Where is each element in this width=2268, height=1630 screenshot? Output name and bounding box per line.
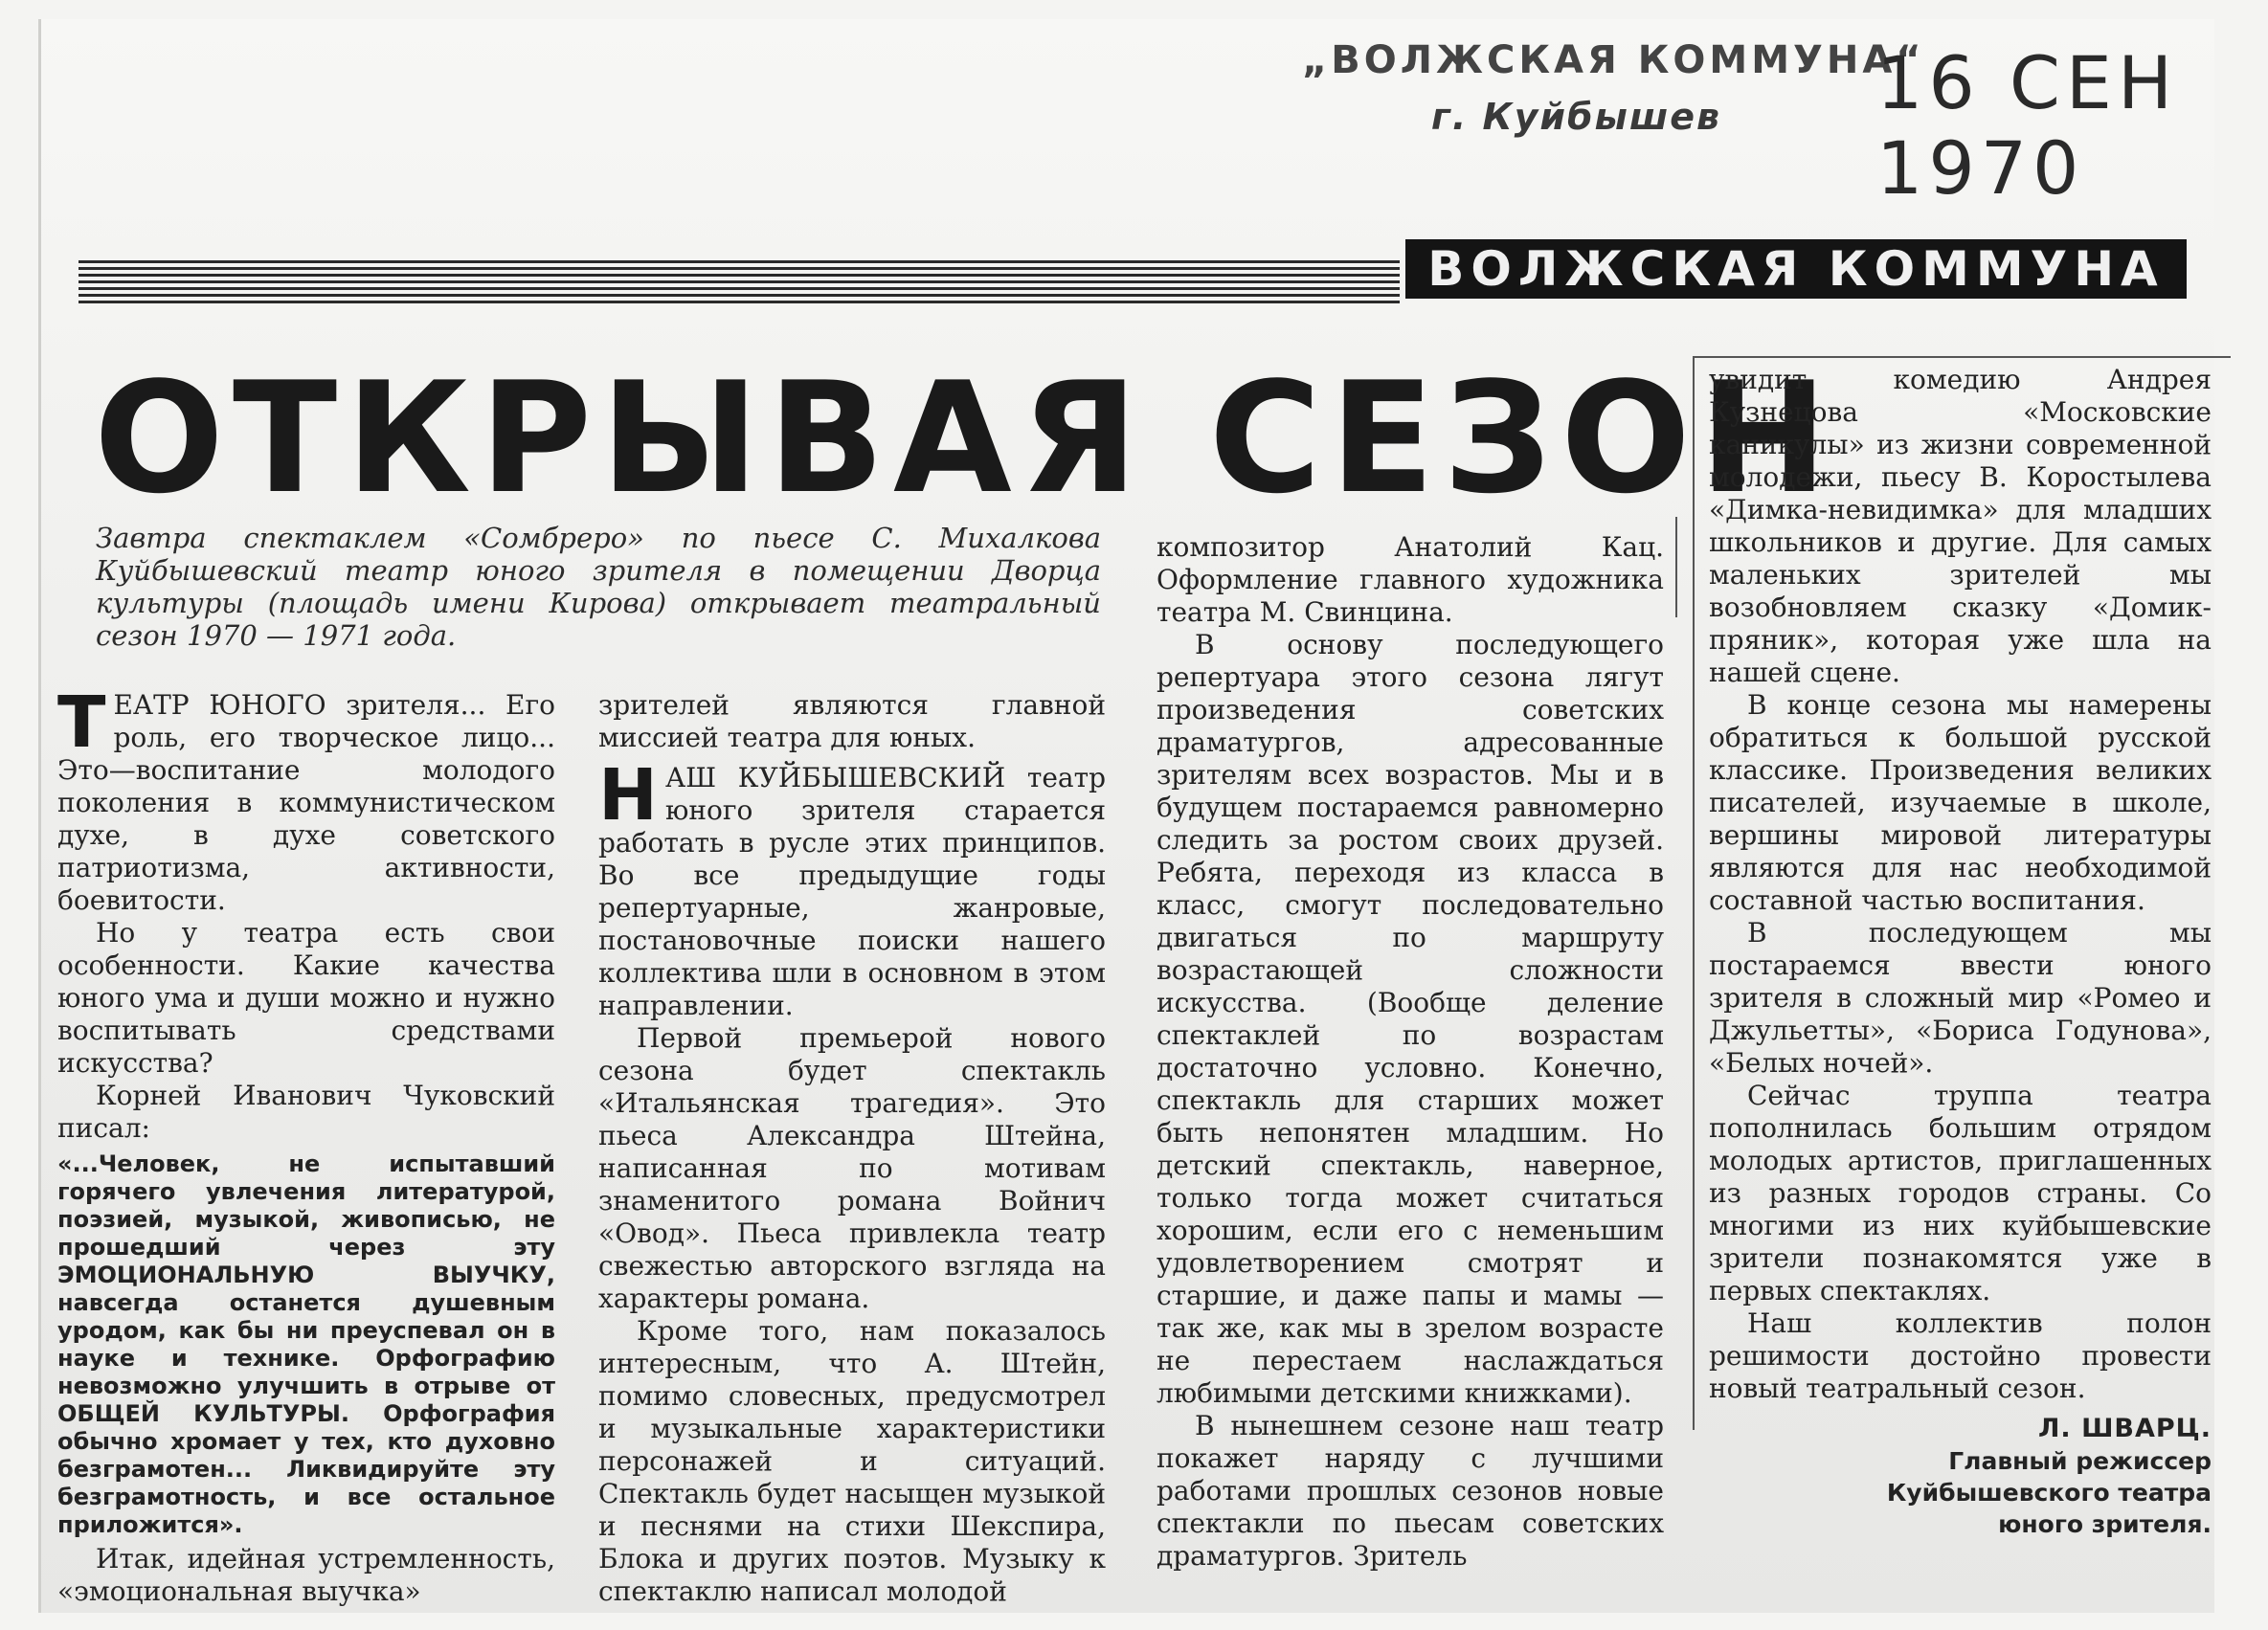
author-role-line-3: юного зрителя. bbox=[1998, 1510, 2212, 1538]
article-column-3 bbox=[1156, 531, 1664, 1573]
paragraph bbox=[57, 681, 555, 917]
paragraph bbox=[598, 754, 1106, 1022]
paragraph: Итак, идейная устремленность, «эмоциональная выучка» bbox=[57, 1543, 555, 1607]
paragraph: В конце сезона мы намерены обратиться к большой русской классике. Произведения великих писателей, изучаемые в школе, вершины мировой литературы являются для нас необходимой составной частью воспитания. bbox=[1709, 689, 2212, 916]
city-stamp: г. Куйбышев bbox=[1431, 96, 1722, 138]
drop-cap: Т bbox=[57, 681, 106, 764]
newspaper-name-stamp: „ВОЛЖСКАЯ КОММУНА“ bbox=[1302, 38, 1925, 82]
paragraph: В последующем мы постараемся ввести юного зрителя в сложный мир «Ромео и Джульетты», «Бориса Годунова», «Белых ночей». bbox=[1709, 917, 2212, 1079]
masthead-banner: ВОЛЖСКАЯ КОММУНА bbox=[1405, 239, 2187, 299]
paragraph: Кроме того, нам показалось интересным, что А. Штейн, помимо словесных, предусмотрел и музыкальные характеристики персонажей и ситуаций. Спектакль будет насыщен музыкой и песнями на стихи Шекспира, Блока и других поэтов. Музыку к спектаклю написал молодой bbox=[598, 1315, 1106, 1607]
paragraph-text: АШ КУЙБЫШЕВСКИЙ театр юного зрителя старается работать в русле этих принципов. Во все предыдущие годы репертуарные, жанровые, постановочные поиски нашего коллектива шли в основном в этом направлении. bbox=[598, 762, 1106, 1021]
article-column-1 bbox=[57, 681, 555, 1608]
paragraph: Сейчас труппа театра пополнилась большим отрядом молодых артистов, приглашенных из разных городов страны. Со многими из них куйбышевские зрители познакомятся уже в первых спектаклях. bbox=[1709, 1080, 2212, 1306]
author-role-line-1: Главный режиссер bbox=[1948, 1447, 2212, 1475]
paragraph: Наш коллектив полон решимости достойно провести новый театральный сезон. bbox=[1709, 1307, 2212, 1404]
article-headline: ОТКРЫВАЯ СЕЗОН bbox=[94, 348, 1836, 527]
paragraph: Первой премьерой нового сезона будет спектакль «Итальянская трагедия». Это пьеса Александра Штейна, написанная по мотивам знаменитого романа Войнич «Овод». Пьеса привлекла театр свежестью авторского взгляда на характеры романа. bbox=[598, 1022, 1106, 1314]
article-column-4 bbox=[1709, 364, 2212, 1540]
author-signature: Л. ШВАРЦ. bbox=[2037, 1414, 2212, 1443]
paragraph: композитор Анатолий Кац. Оформление главного художника театра М. Свинцина. bbox=[1156, 531, 1664, 628]
chukovsky-quote: «...Человек, не испытавший горячего увлечения литературой, поэзией, музыкой, живописью, не прошедший через эту ЭМОЦИОНАЛЬНУЮ ВЫУЧКУ, навсегда останется душевным уродом, как бы ни преуспевал он в науке и технике. Орфографию невозможно улучшить в отрыве от ОБЩЕЙ КУЛЬТУРЫ. Орфография обычно хромает у тех, кто духовно безграмотен... Ликвидируйте эту безграмотность, и все остальное приложится». bbox=[57, 1150, 555, 1538]
article-column-2 bbox=[598, 689, 1106, 1608]
paragraph: увидит комедию Андрея Кузнецова «Московские каникулы» из жизни современной молодежи, пьесу В. Коростылева «Димка-невидимка» для младших школьников и другие. Для самых маленьких зрителей мы возобновляем сказку «Домик-пряник», которая уже шла на нашей сцене. bbox=[1709, 364, 2212, 688]
decorative-rule-lines bbox=[79, 260, 1400, 304]
paragraph: В нынешнем сезоне наш театр покажет наряду с лучшими работами прошлых сезонов новые спектакли по пьесам советских драматургов. Зритель bbox=[1156, 1410, 1664, 1572]
article-lead: Завтра спектаклем «Сомбреро» по пьесе С. Михалкова Куйбышевский театр юного зрителя в помещении Дворца культуры (площадь имени Кирова) открывает театральный сезон 1970 — 1971 года. bbox=[96, 522, 1101, 652]
author-role-line-2: Куйбышевского театра bbox=[1886, 1479, 2212, 1507]
paragraph: В основу последующего репертуара этого сезона лягут произведения советских драматургов, адресованные зрителям всех возрастов. Мы и в будущем постараемся равномерно следить за ростом своих друзей. Ребята, переходя из класса в класс, смогут последовательно двигаться по маршруту возрастающей сложности искусства. (Вообще деление спектаклей по возрастам достаточно условно. Конечно, спектакль для старших может быть непонятен младшим. Но детский спектакль, наверное, только тогда может считаться хорошим, если его с неменьшим удовлетворением смотрят и старшие, и даже папы и мамы — так же, как мы в зрелом возрасте не перестаем наслаждаться любимыми детскими книжками). bbox=[1156, 629, 1664, 1409]
paragraph: зрителей являются главной миссией театра для юных. bbox=[598, 689, 1106, 753]
drop-cap: Н bbox=[598, 754, 658, 837]
paragraph: Корней Иванович Чуковский писал: bbox=[57, 1080, 555, 1144]
paragraph: Но у театра есть свои особенности. Какие качества юного ума и души можно и нужно воспитывать средствами искусства? bbox=[57, 917, 555, 1079]
date-stamp: 16 СЕН 1970 bbox=[1876, 40, 2179, 211]
paragraph-text: ЕАТР ЮНОГО зрителя... Его роль, его творческое лицо... Это—воспитание молодого поколения в коммунистическом духе, в духе советского патриотизма, активности, боевитости. bbox=[57, 689, 555, 916]
